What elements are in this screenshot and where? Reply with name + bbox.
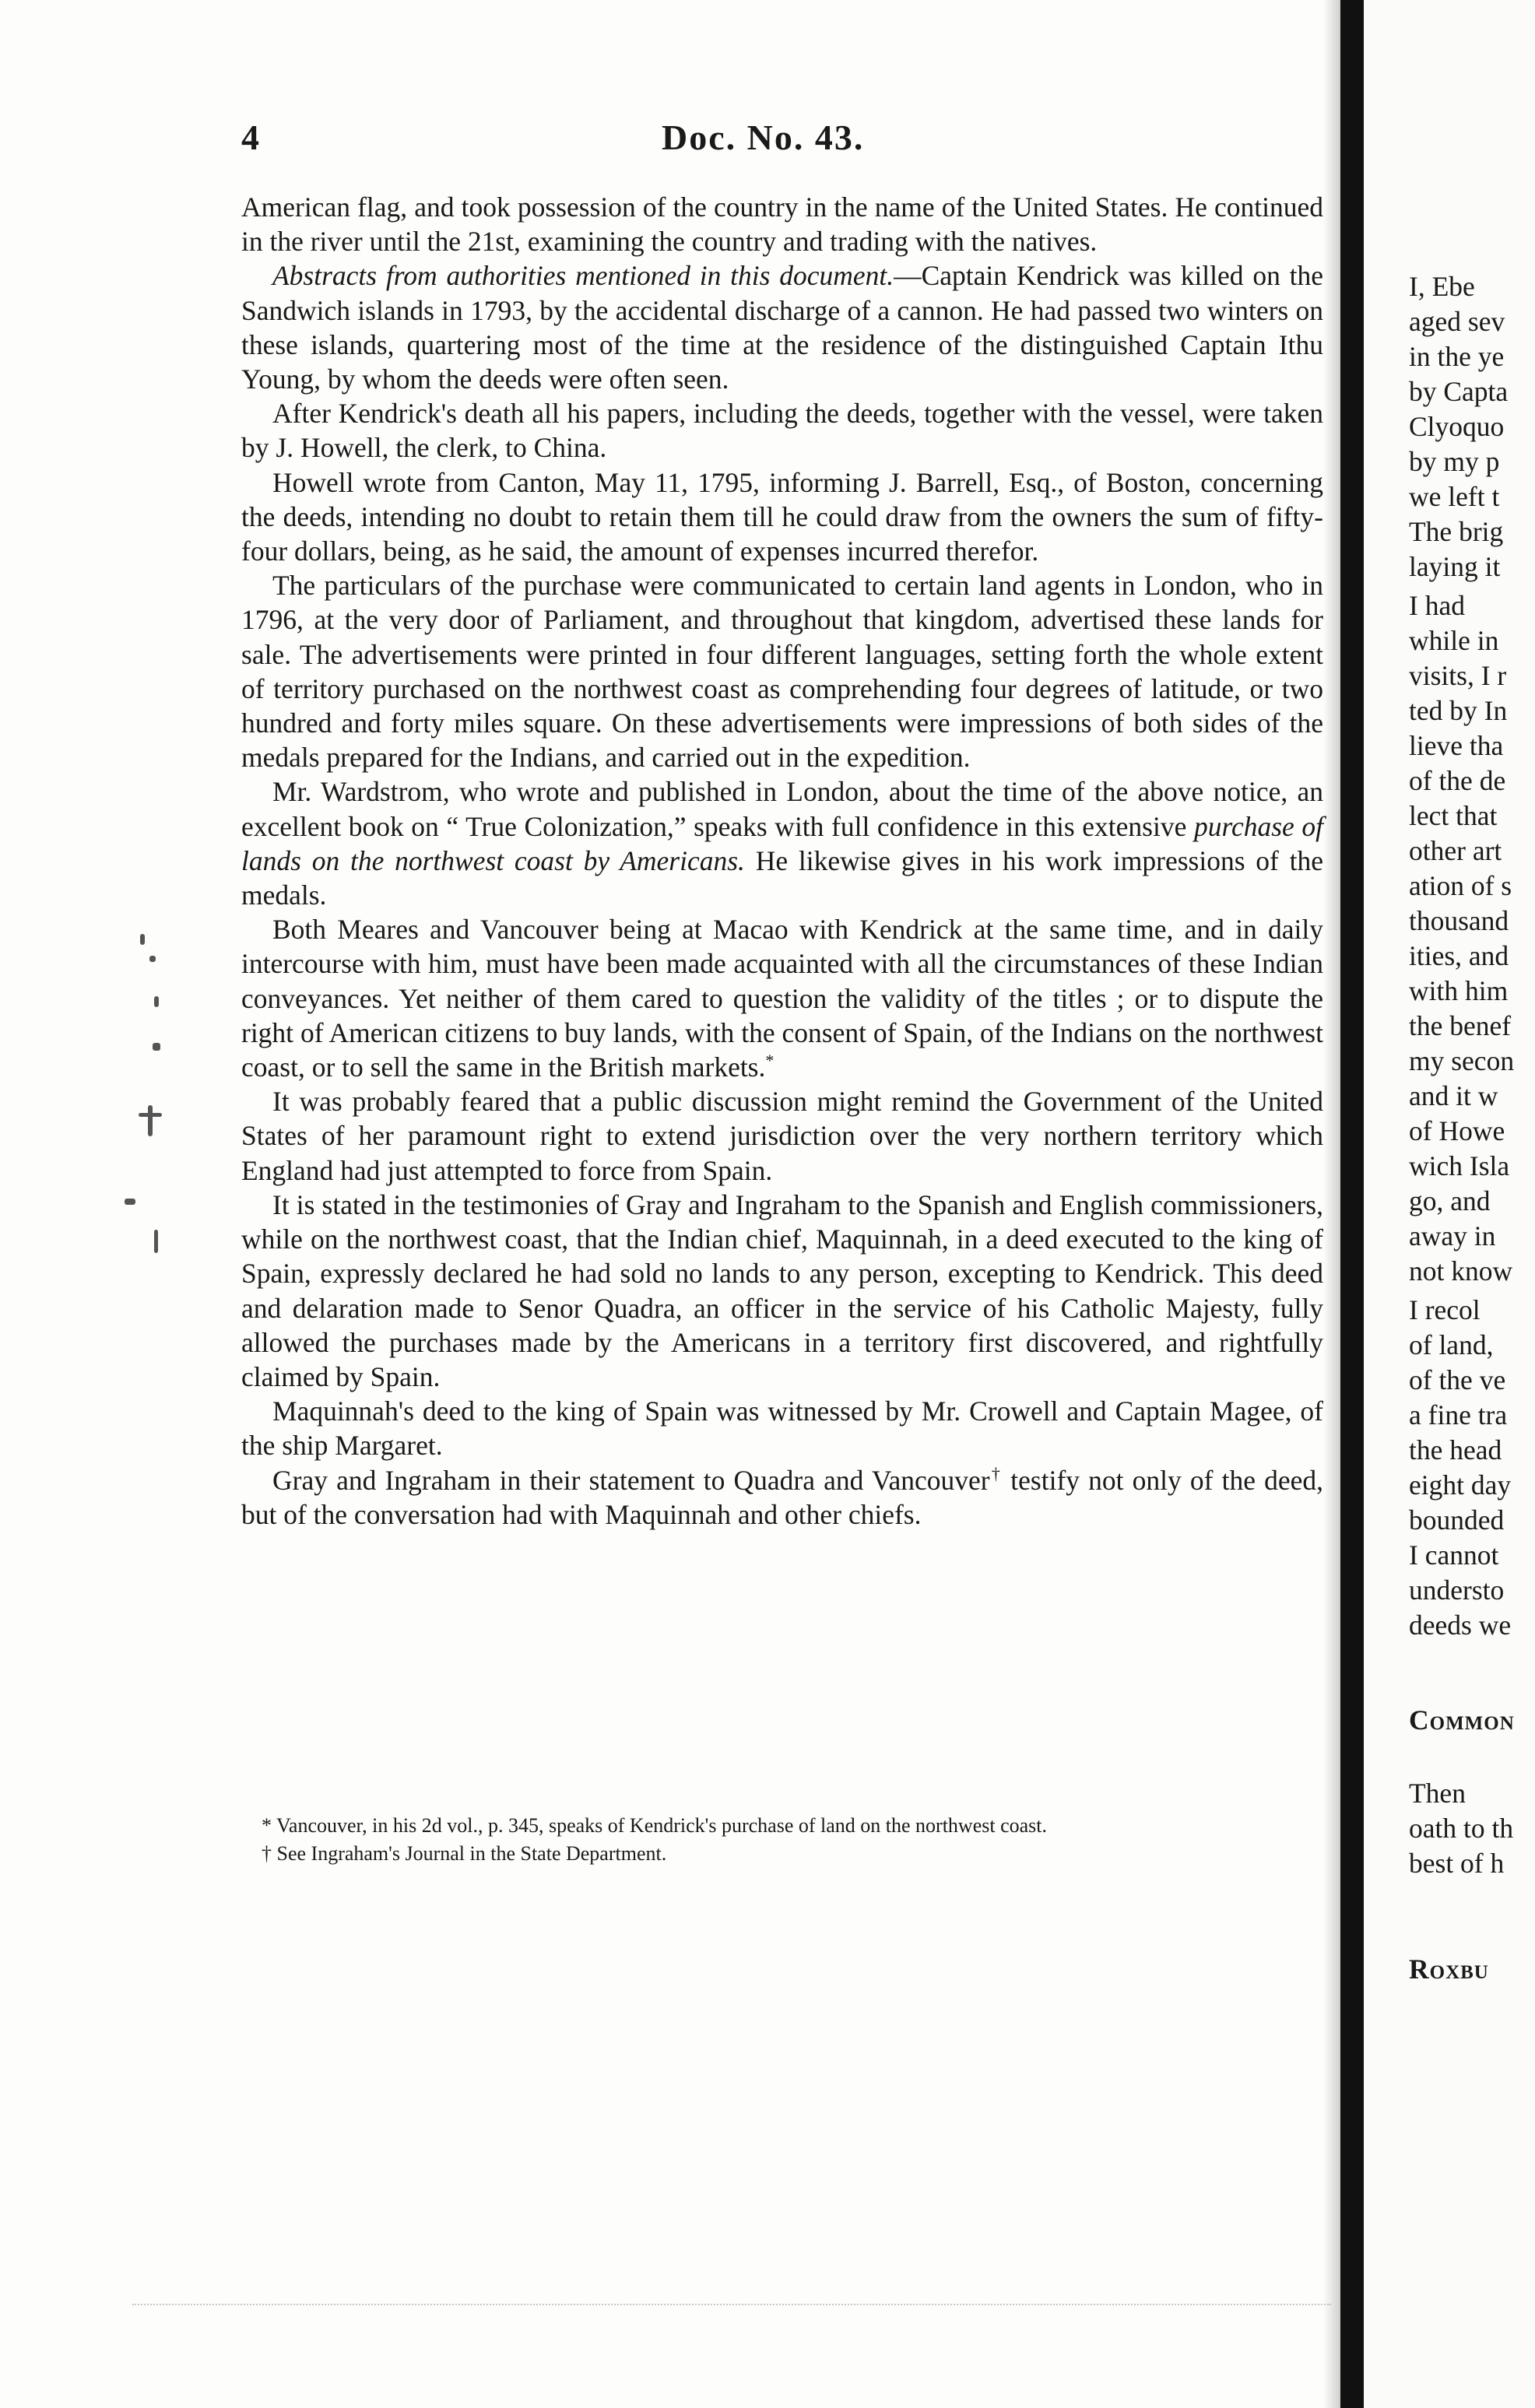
paragraph-10: Maquinnah's deed to the king of Spain was witnessed by Mr. Crowell and Captain Magee, of the ship Margaret. bbox=[241, 1395, 1323, 1462]
facing-line: ation of s bbox=[1409, 870, 1512, 901]
facing-line: of the de bbox=[1409, 765, 1506, 796]
paragraph-9: It is stated in the testimonies of Gray and Ingraham to the Spanish and English commissioners, while on the northwest coast, that the Indian chief, Maquinnah, in a deed executed to the king of Spain, expressly declared he had sold no lands to any person, excepting to Kendrick. This deed and delaration made to Senor Quadra, an officer in the service of his Catholic Majesty, fully allowed the purchases made by the Americans in a territory first discovered, and rightfully claimed by Spain. bbox=[241, 1188, 1323, 1392]
page-bottom-edge bbox=[132, 2304, 1331, 2352]
facing-line: ities, and bbox=[1409, 940, 1509, 971]
page-header bbox=[241, 117, 1323, 171]
paragraph-6-text-a: Mr. Wardstrom, who wrote and published in London, about the time of the above notice, an excellent book on “ True Colonization,” speaks with full confidence in this extensive bbox=[241, 776, 1323, 842]
paragraph-8: It was probably feared that a public discussion might remind the Government of the United States of her paramount right to extend jurisdiction over the very northern territory which England had just attempted to force from Spain. bbox=[241, 1086, 1323, 1186]
facing-line: I recol bbox=[1409, 1294, 1481, 1325]
paragraph-6-italic: purchase of lands on the northwest coast by Americans. bbox=[241, 810, 1323, 876]
facing-line: by Capta bbox=[1409, 376, 1509, 407]
margin-specks bbox=[117, 934, 163, 1284]
facing-line: go, and bbox=[1409, 1185, 1491, 1216]
facing-line: aged sev bbox=[1409, 306, 1505, 337]
running-head: Doc. No. 43. bbox=[662, 118, 865, 157]
facing-line: deeds we bbox=[1409, 1609, 1512, 1641]
facing-line: of land, bbox=[1409, 1329, 1494, 1360]
book-gutter bbox=[1340, 0, 1364, 2408]
facing-line: and it w bbox=[1409, 1080, 1498, 1111]
facing-line: the benef bbox=[1409, 1010, 1512, 1041]
facing-line: best of h bbox=[1409, 1848, 1505, 1879]
facing-place: Roxbu bbox=[1409, 1953, 1489, 1985]
facing-line: laying it bbox=[1409, 551, 1501, 582]
paragraph-4: Howell wrote from Canton, May 11, 1795, informing J. Barrell, Esq., of Boston, concerning the deeds, intending no doubt to retain them till he could draw from the owners the sum of fifty-four dollars, being, as he said, the amount of expenses incurred therefor. bbox=[241, 466, 1323, 567]
paragraph-11-text-a: Gray and Ingraham in their statement to Quadra and Vancouver bbox=[272, 1464, 990, 1496]
facing-line: I, Ebe bbox=[1409, 271, 1475, 302]
facing-line: my secon bbox=[1409, 1045, 1515, 1076]
facing-line: Clyoquo bbox=[1409, 411, 1505, 442]
facing-line: lieve tha bbox=[1409, 730, 1504, 761]
facing-line: bounded bbox=[1409, 1504, 1505, 1536]
facing-line: ted by In bbox=[1409, 695, 1508, 726]
facing-line: by my p bbox=[1409, 446, 1500, 477]
paragraph-5: The particulars of the purchase were communicated to certain land agents in London, who in 1796, at the very door of Parliament, and throughout that kingdom, advertised these lands for sale. The advertisements were printed in four different languages, setting forth the whole extent of territory purchased on the northwest coast as comprehending four degrees of latitude, or two hundred and forty miles square. On these advertisements were impressions of both sides of the medals prepared for the Indians, and carried out in the expedition. bbox=[241, 570, 1323, 774]
facing-line: away in bbox=[1409, 1220, 1496, 1251]
facing-line: of Howe bbox=[1409, 1115, 1505, 1146]
facing-line: with him bbox=[1409, 975, 1509, 1006]
facing-line: while in bbox=[1409, 625, 1499, 656]
page-number: 4 bbox=[241, 118, 259, 157]
footnote-1: * Vancouver, in his 2d vol., p. 345, speaks of Kendrick's purchase of land on the northwest coast. bbox=[262, 1814, 1048, 1837]
facing-line: wich Isla bbox=[1409, 1150, 1510, 1181]
paragraph-3: After Kendrick's death all his papers, including the deeds, together with the vessel, were taken by J. Howell, the clerk, to China. bbox=[241, 398, 1323, 464]
facing-line: other art bbox=[1409, 835, 1502, 866]
facing-line: lect that bbox=[1409, 800, 1498, 831]
facing-line: oath to th bbox=[1409, 1813, 1514, 1844]
gutter-shadow bbox=[1323, 0, 1340, 2408]
paragraph-7-text: Both Meares and Vancouver being at Macao with Kendrick at the same time, and in daily intercourse with him, must have been made acquainted with all the circumstances of these Indian conveyances. Yet neither of them cared to question the validity of the titles ; or to dispute the right of American citizens to buy lands, with the consent of Spain, of the Indians on the northwest coast, or to sell the same in the British markets. bbox=[241, 914, 1323, 1083]
facing-line: I cannot bbox=[1409, 1539, 1499, 1571]
footnote-2: † See Ingraham's Journal in the State Department. bbox=[262, 1842, 667, 1865]
facing-line: a fine tra bbox=[1409, 1399, 1508, 1430]
paragraph-6-text-b: He likewise gives in his work impressions of the medals. bbox=[241, 844, 1324, 911]
paragraph-11 bbox=[241, 1463, 1323, 1532]
footnotes bbox=[241, 1813, 1323, 1869]
footnote-marker-2: † bbox=[989, 1463, 1003, 1483]
footnote-marker-1: * bbox=[765, 1051, 775, 1071]
facing-line: we left t bbox=[1409, 481, 1500, 512]
facing-line: Then bbox=[1409, 1778, 1466, 1809]
facing-line: not know bbox=[1409, 1255, 1513, 1286]
facing-line: visits, I r bbox=[1409, 660, 1507, 691]
facing-line: The brig bbox=[1409, 516, 1504, 547]
facing-line: eight day bbox=[1409, 1469, 1512, 1501]
paragraph-6 bbox=[241, 774, 1323, 912]
paragraph-7 bbox=[241, 912, 1323, 1084]
facing-line: the head bbox=[1409, 1434, 1502, 1466]
facing-line: in the ye bbox=[1409, 341, 1505, 372]
facing-line: of the ve bbox=[1409, 1364, 1506, 1395]
facing-line: understo bbox=[1409, 1574, 1505, 1606]
facing-heading: Common bbox=[1409, 1704, 1515, 1736]
facing-line: I had bbox=[1409, 590, 1465, 621]
paragraph-2-lead: Abstracts from authorities mentioned in this document. bbox=[272, 260, 894, 292]
paragraph-2-text: —Captain Kendrick was killed on the Sandwich islands in 1793, by the accidental discharge of a cannon. He had passed two winters on these islands, quartering most of the time at the residence of the distinguished Captain Ithu Young, by whom the deeds were often seen. bbox=[241, 260, 1323, 395]
facing-line: thousand bbox=[1409, 905, 1509, 936]
body-text bbox=[241, 190, 1323, 1532]
paragraph-1: American flag, and took possession of the country in the name of the United States. He continued in the river until the 21st, examining the country and trading with the natives. bbox=[241, 191, 1323, 258]
paragraph-2 bbox=[241, 258, 1323, 396]
paragraph-11-text-b: testify not only of the deed, but of the conversation had with Maquinnah and other chiefs. bbox=[241, 1464, 1323, 1530]
